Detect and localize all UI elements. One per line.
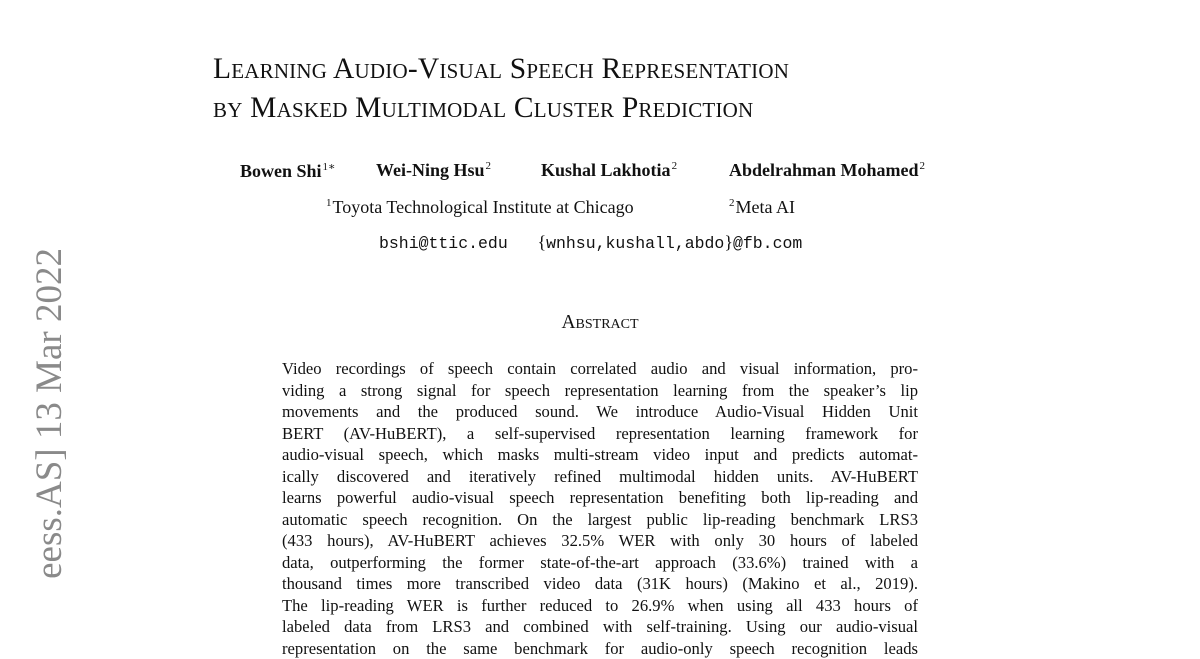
brace-close: }	[724, 232, 733, 252]
abstract-heading: Abstract	[0, 312, 1200, 334]
title-line-2: by Masked Multimodal Cluster Prediction	[213, 89, 1033, 128]
abstract-line: movements and the produced sound. We introduce Audio-Visual Hidden Unit	[282, 401, 918, 423]
email-group: wnhsu,kushall,abdo	[546, 234, 724, 253]
abstract-line: audio-visual speech, which masks multi-stream video input and predicts automat-	[282, 444, 918, 466]
author-name: Bowen Shi	[240, 161, 322, 181]
author-emails	[379, 232, 802, 253]
abstract-line: The lip-reading WER is further reduced to 26.9% when using all 433 hours of	[282, 595, 918, 617]
author-affiliation-mark: 1∗	[323, 161, 336, 173]
brace-open: {	[537, 232, 546, 252]
author-affiliation-mark: 2	[486, 160, 492, 172]
affiliation-1	[326, 197, 634, 218]
abstract-line: automatic speech recognition. On the largest public lip-reading benchmark LRS3	[282, 509, 918, 531]
affiliation-2	[729, 197, 795, 218]
author-name: Abdelrahman Mohamed	[729, 160, 919, 180]
arxiv-side-stamp: eess.AS] 13 Mar 2022	[28, 248, 72, 648]
email-domain: @fb.com	[733, 234, 802, 253]
abstract-body	[282, 358, 918, 659]
author-affiliation-mark: 2	[672, 160, 678, 172]
abstract-line: labeled data from LRS3 and combined with self-training. Using our audio-visual	[282, 616, 918, 638]
affiliation-mark: 1	[326, 197, 332, 209]
abstract-line: thousand times more transcribed video data (31K hours) (Makino et al., 2019).	[282, 573, 918, 595]
title-line-1: Learning Audio-Visual Speech Representation	[213, 50, 1033, 89]
author-list	[0, 160, 1200, 186]
abstract-line: viding a strong signal for speech representation learning from the speaker’s lip	[282, 380, 918, 402]
abstract-line: (433 hours), AV-HuBERT achieves 32.5% WER with only 30 hours of labeled	[282, 530, 918, 552]
author-name: Wei-Ning Hsu	[376, 160, 485, 180]
author-4	[729, 160, 925, 181]
affiliation-name: Meta AI	[736, 197, 795, 217]
abstract-line: ically discovered and iteratively refined multimodal hidden units. AV-HuBERT	[282, 466, 918, 488]
affiliation-name: Toyota Technological Institute at Chicago	[333, 197, 634, 217]
affiliation-mark: 2	[729, 197, 735, 209]
author-3	[541, 160, 677, 181]
author-1	[240, 160, 336, 182]
abstract-line: learns powerful audio-visual speech representation benefiting both lip-reading and	[282, 487, 918, 509]
paper-title	[213, 50, 1033, 128]
author-2	[376, 160, 491, 181]
abstract-line: data, outperforming the former state-of-the-art approach (33.6%) trained with a	[282, 552, 918, 574]
abstract-line: Video recordings of speech contain correlated audio and visual information, pro-	[282, 358, 918, 380]
author-name: Kushal Lakhotia	[541, 160, 671, 180]
abstract-line: representation on the same benchmark for audio-only speech recognition leads	[282, 638, 918, 659]
email-first: bshi@ttic.edu	[379, 234, 508, 253]
author-affiliation-mark: 2	[920, 160, 926, 172]
abstract-line: BERT (AV-HuBERT), a self-supervised representation learning framework for	[282, 423, 918, 445]
